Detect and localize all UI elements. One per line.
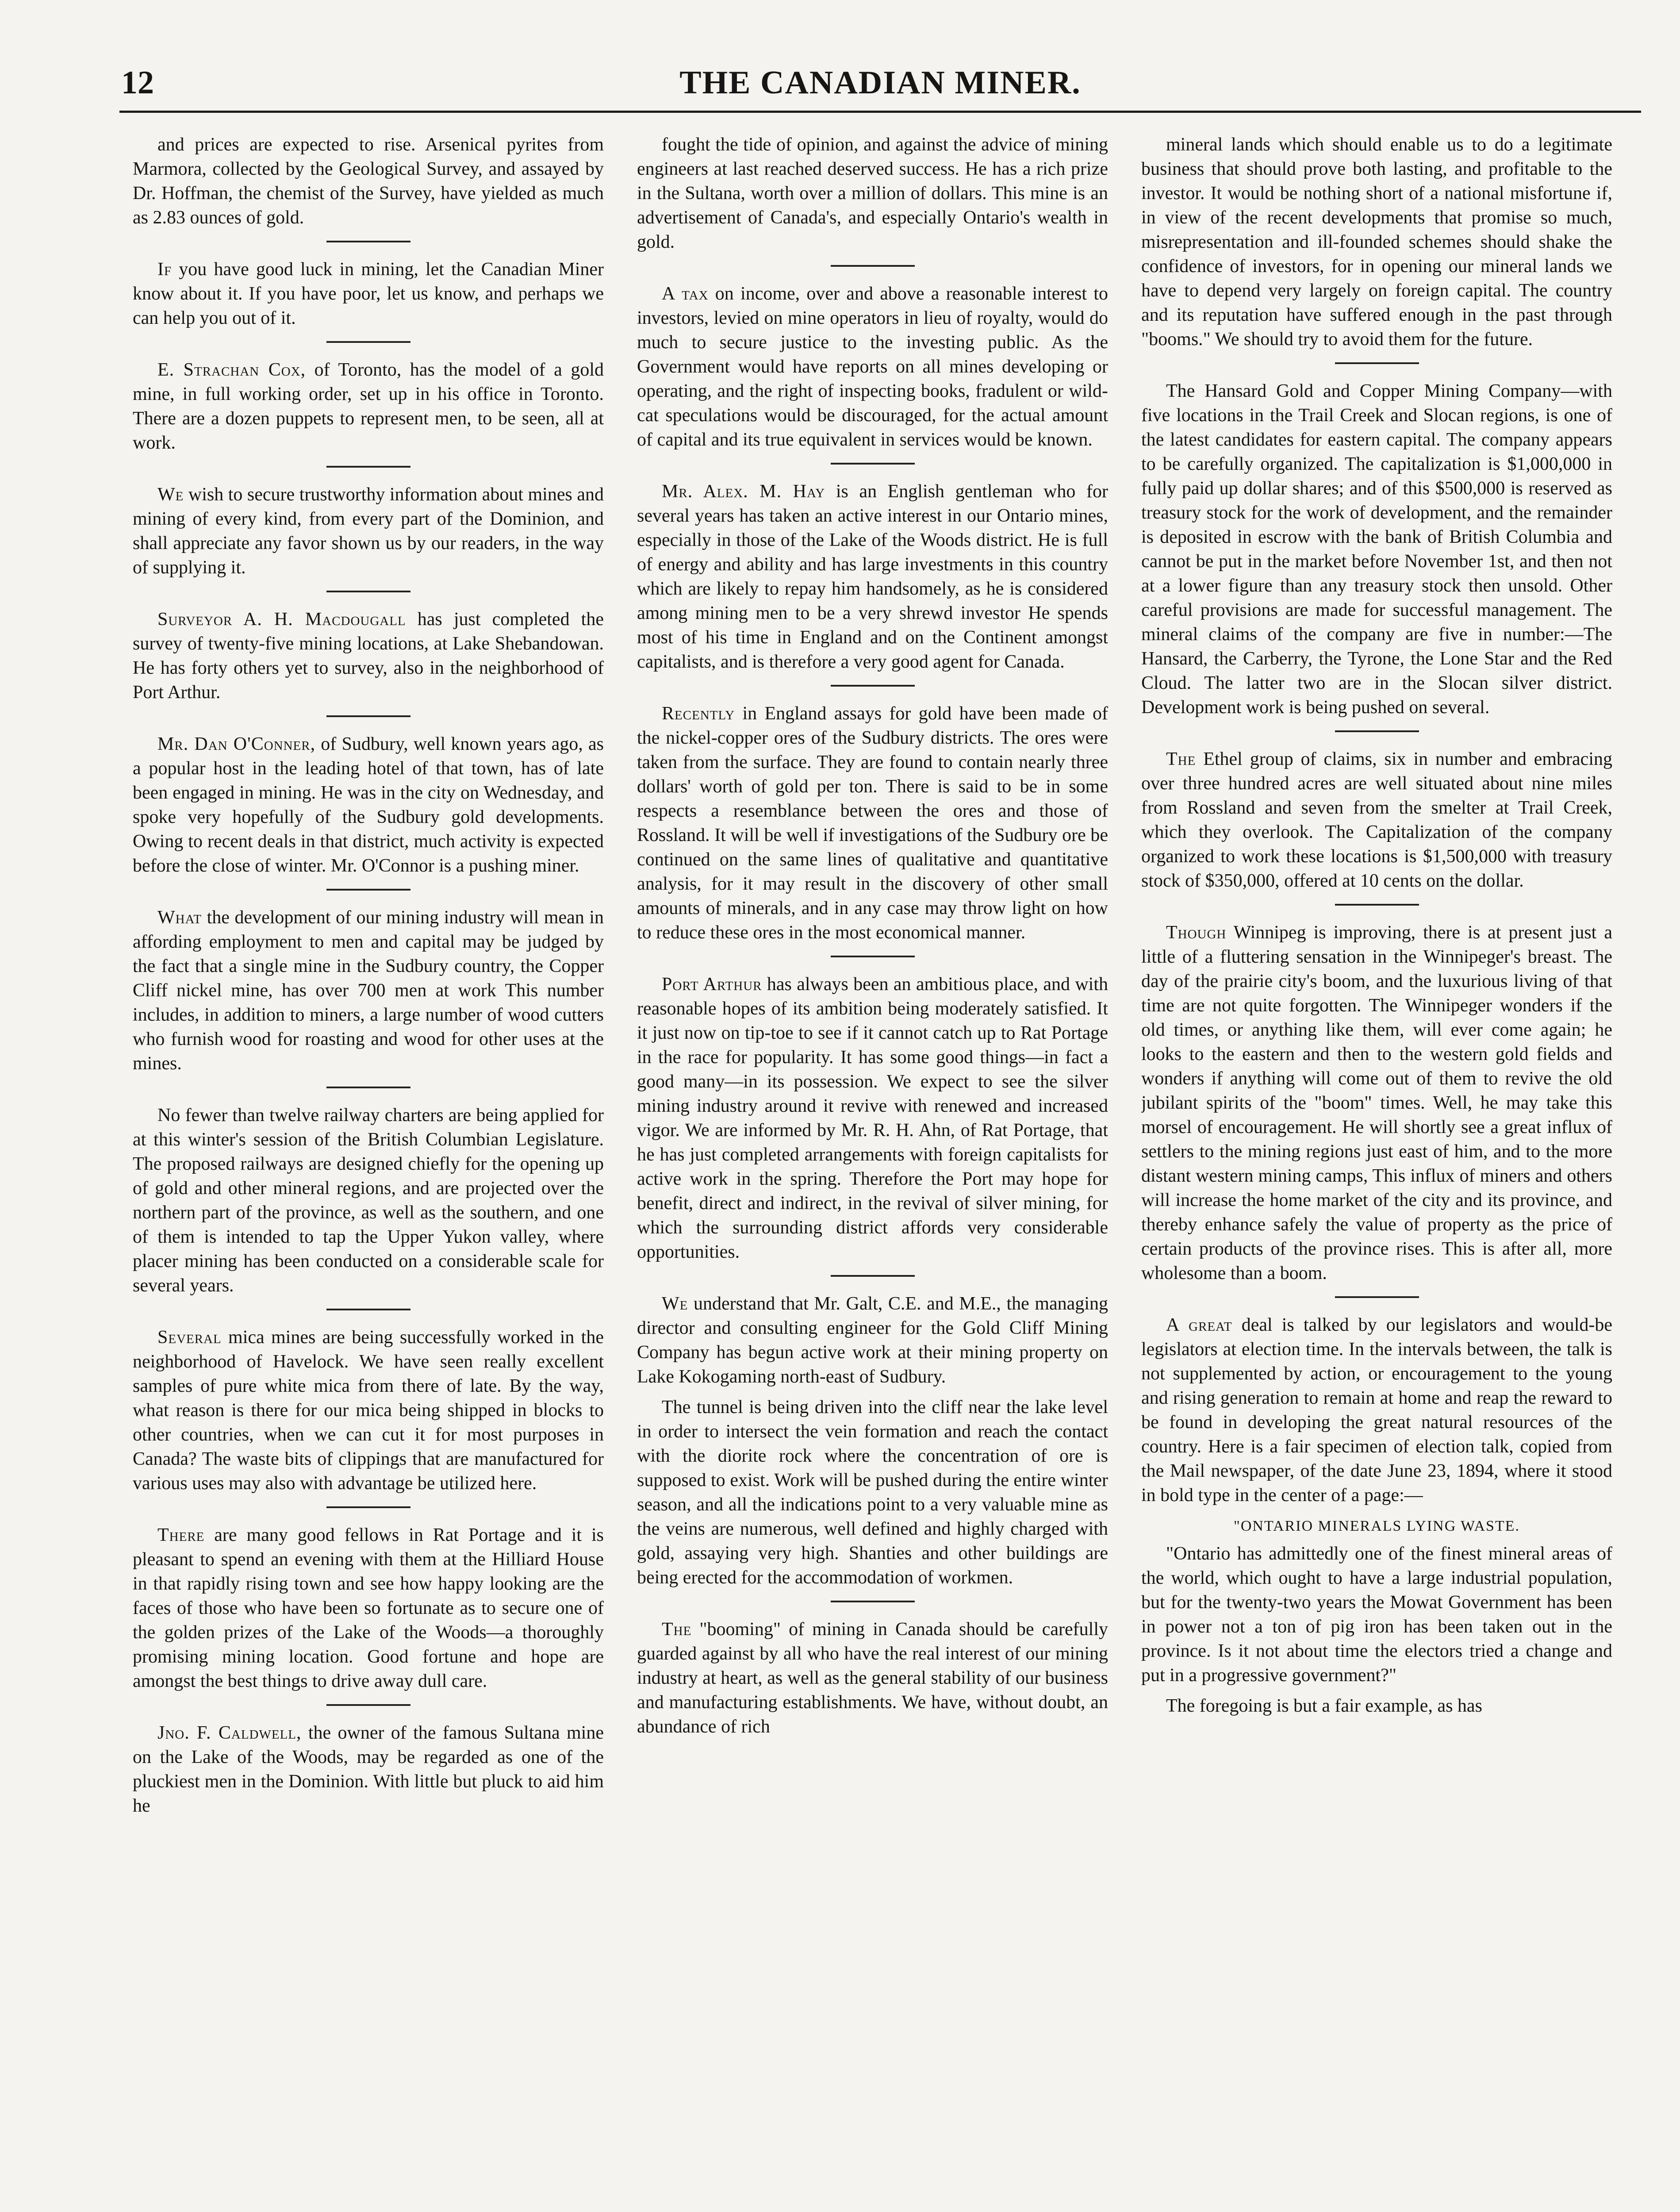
article-separator-rule	[326, 1087, 410, 1088]
column-1	[133, 133, 604, 2212]
paragraph-text: is an English gentleman who for several years has taken an active interest in our Ontario mines, especially in those of the Lake of the Woods district. He is full of energy and ability and has large investments in this country which are likely to repay him handsomely, as he is considered among mining men to be a very shrewd investor He spends most of his time in England and on the Continent amongst capitalists, and is therefore a very good agent for Canada.	[637, 481, 1108, 672]
article-paragraph	[133, 1721, 604, 1818]
article-separator-rule	[326, 715, 410, 717]
paragraph-lead-words: If	[157, 259, 172, 280]
paragraph-lead-words: A tax	[662, 284, 709, 304]
paragraph-text: wish to secure trustworthy information about mines and mining of every kind, from every part of the Dominion, and shall appreciate any favor shown us by our readers, in the way of supplying it.	[133, 484, 604, 578]
article-separator-rule	[831, 956, 915, 957]
article-separator-rule	[1335, 1296, 1419, 1298]
paragraph-text: "booming" of mining in Canada should be carefully guarded against by all who have the real interest of our mining industry at heart, as well as the general stability of our business and manufacturing establishments. We have, without doubt, an abundance of rich	[637, 1619, 1108, 1737]
paragraph-text: of Sudbury, well known years ago, as a popular host in the leading hotel of that town, has of late been engaged in mining. He was in the city on Wednesday, and spoke very hopefully of the Sudbury gold developments. Owing to recent deals in that district, much activity is expected before the close of winter. Mr. O'Connor is a pushing miner.	[133, 734, 604, 876]
article-paragraph	[637, 702, 1108, 945]
article-paragraph	[133, 1325, 604, 1496]
column-3	[1141, 133, 1612, 2212]
paragraph-lead-words: Mr. Dan O'Conner,	[157, 734, 316, 754]
paragraph-lead-words: We	[662, 1294, 688, 1314]
paragraph-lead-words: The	[662, 1619, 692, 1640]
article-separator-rule	[326, 341, 410, 343]
article-paragraph	[133, 1523, 604, 1694]
paragraph-lead-words: We	[157, 484, 184, 505]
article-paragraph	[133, 1103, 604, 1298]
article-paragraph	[1141, 921, 1612, 1286]
paragraph-text: No fewer than twelve railway charters are being applied for at this winter's session of the British Columbian Legislature. The proposed railways are designed chiefly for the opening up of gold and other mineral regions, and are projected over the northern part of the province, as well as the southern, and one of them is intended to tap the Upper Yukon valley, where placer mining has been conducted on a considerable scale for several years.	[133, 1105, 604, 1296]
paragraph-lead-words: The	[1166, 749, 1196, 769]
paragraph-lead-words: Surveyor A. H. Macdougall	[157, 609, 406, 630]
article-paragraph	[1141, 1542, 1612, 1688]
article-separator-rule	[1335, 362, 1419, 364]
article-paragraph	[637, 480, 1108, 674]
article-separator-rule	[326, 1309, 410, 1310]
paragraph-text: you have good luck in mining, let the Canadian Miner know about it. If you have poor, let us know, and perhaps we can help you out of it.	[133, 259, 604, 328]
paragraph-text: understand that Mr. Galt, C.E. and M.E., the managing director and consulting engineer for the Gold Cliff Mining Company has begun active work at their mining property on Lake Kokogaming north-east of Sudbury.	[637, 1294, 1108, 1387]
article-paragraph	[1141, 1694, 1612, 1718]
article-paragraph	[133, 358, 604, 455]
page-number: 12	[121, 65, 154, 101]
article-paragraph	[1141, 747, 1612, 893]
paragraph-lead-words: There	[157, 1525, 205, 1545]
paragraph-text: the development of our mining industry will mean in affording employment to men and capital may be judged by the fact that a single mine in the Sudbury country, the Copper Cliff nickel mine, has over 700 men at work This number includes, in addition to miners, a large number of wood cutters who furnish wood for roasting and wood for other uses at the mines.	[133, 907, 604, 1074]
paragraph-text: are many good fellows in Rat Portage and it is pleasant to spend an evening with them at the Hilliard House in that rapidly rising town and see how happy looking are the faces of those who have been so fortunate as to secure one of the golden prizes of the Lake of the Woods—a thoroughly promising mining location. Good fortune and hope are amongst the best things to drive away dull care.	[133, 1525, 604, 1691]
article-separator-rule	[326, 1704, 410, 1706]
paragraph-lead-words: What	[157, 907, 202, 928]
paragraph-lead-words: A great	[1166, 1315, 1232, 1335]
article-paragraph	[133, 607, 604, 705]
article-separator-rule	[326, 1506, 410, 1508]
article-separator-rule	[326, 591, 410, 592]
paragraph-text: in England assays for gold have been made of the nickel-copper ores of the Sudbury districts. The ores were taken from the surface. They are found to contain nearly three dollars' worth of gold per ton. There is said to be in some respects a resemblance between the ores and those of Rossland. It will be well if investigations of the Sudbury ore be continued on the same lines of qualitative and quantitative analysis, for it may result in the discovery of other small amounts of minerals, and in any case may throw light on how to reduce these ores in the most economical manner.	[637, 703, 1108, 943]
article-paragraph	[1141, 133, 1612, 352]
article-paragraph	[133, 133, 604, 230]
paragraph-text: of Toronto, has the model of a gold mine, in full working order, set up in his office in Toronto. There are a dozen puppets to represent men, to be seen, all at work.	[133, 360, 604, 453]
paragraph-lead-words: Recently	[662, 703, 735, 724]
column-2	[637, 133, 1108, 2212]
paragraph-lead-words: Mr. Alex. M. Hay	[662, 481, 825, 502]
article-paragraph	[1141, 379, 1612, 720]
paragraph-text: and prices are expected to rise. Arsenical pyrites from Marmora, collected by the Geological Survey, and assayed by Dr. Hoffman, the chemist of the Survey, have yielded as much as 2.83 ounces of gold.	[133, 134, 604, 228]
paragraph-text: has just completed the survey of twenty-five mining locations, at Lake Shebandowan. He has forty others yet to survey, also in the neighborhood of Port Arthur.	[133, 609, 604, 703]
article-paragraph	[637, 1395, 1108, 1590]
article-paragraph	[637, 1292, 1108, 1389]
paragraph-text: deal is talked by our legislators and would-be legislators at election time. In the intervals between, the talk is not supplemented by action, or encouragement to the young and rising generation to remain at home and reap the reward to be found in developing the great natural resources of the country. Here is a fair specimen of election talk, copied from the Mail newspaper, of the date June 23, 1894, where it stood in bold type in the center of a page:—	[1141, 1315, 1612, 1505]
paragraph-lead-words: Jno. F. Caldwell,	[157, 1723, 302, 1743]
article-separator-rule	[831, 463, 915, 465]
article-paragraph	[637, 972, 1108, 1264]
article-separator-rule	[326, 466, 410, 468]
article-separator-rule	[831, 1601, 915, 1602]
article-paragraph	[133, 906, 604, 1076]
paragraph-text: on income, over and above a reasonable interest to investors, levied on mine operators in lieu of royalty, would do much to secure justice to the investing public. As the Government would have reports on all mines developing or operating, and the right of inspecting books, fradulent or wild-cat speculations would be discouraged, for the actual amount of capital and its true equivalent in services would be known.	[637, 284, 1108, 450]
article-paragraph	[133, 257, 604, 330]
article-paragraph	[1141, 1313, 1612, 1508]
article-separator-rule	[1335, 730, 1419, 732]
paragraph-text: The foregoing is but a fair example, as has	[1166, 1696, 1482, 1716]
article-paragraph	[637, 1617, 1108, 1739]
paragraph-text: mica mines are being successfully worked in the neighborhood of Havelock. We have seen really excellent samples of pure white mica from there of late. By the way, what reason is there for our mica being shipped in blocks to other countries, when we can cut it for most purposes in Canada? The waste bits of clippings that are manufactured for various uses may also with advantage be utilized here.	[133, 1327, 604, 1494]
paragraph-lead-words: Though	[1166, 922, 1227, 943]
paragraph-text: The Hansard Gold and Copper Mining Company—with five locations in the Trail Creek and Slocan regions, is one of the latest candidates for eastern capital. The company appears to be carefully organized. The capitalization is $1,000,000 in fully paid up dollar shares; and of this $500,000 is reserved as treasury stock for the work of development, and the remainder is deposited in escrow with the bank of British Columbia and cannot be put in the market before November 1st, and then not at a lower figure than any treasury stock then unsold. Other careful provisions are made for successful management. The mineral claims of the company are five in number:—The Hansard, the Carberry, the Tyrone, the Lone Star and the Red Cloud. The latter two are in the Slocan silver district. Development work is being pushed on several.	[1141, 381, 1612, 718]
article-separator-rule	[831, 685, 915, 687]
article-paragraph	[637, 133, 1108, 254]
paragraph-text: "Ontario has admittedly one of the finest mineral areas of the world, which ought to have a large industrial population, but for the twenty-two years the Mowat Government has been in power not a ton of pig iron has been taken out in the province. Is it not about time the electors tried a change and put in a progressive government?"	[1141, 1544, 1612, 1686]
paragraph-lead-words: E. Strachan Cox,	[157, 360, 306, 380]
article-separator-rule	[326, 241, 410, 242]
paragraph-text: The tunnel is being driven into the cliff near the lake level in order to intersect the vein formation and reach the contact with the diorite rock where the concentration of ore is supposed to exist. Work will be pushed during the entire winter season, and all the indications point to a very valuable mine as the veins are numerous, well defined and highly charged with gold, assaying very high. Shanties and other buildings are being erected for the accommodation of workmen.	[637, 1397, 1108, 1588]
paragraph-lead-words: Several	[157, 1327, 222, 1348]
header-rule	[119, 111, 1641, 113]
paragraph-text: mineral lands which should enable us to do a legitimate business that should prove both lasting, and profitable to the investor. It would be nothing short of a national misfortune if, in view of the recent developments that promise so much, misrepresentation and ill-founded schemes should shake the confidence of investors, for in opening our mineral lands we have to depend very largely on foreign capital. The country and its reputation have suffered enough in the past through "booms." We should try to avoid them for the future.	[1141, 134, 1612, 349]
journal-title: THE CANADIAN MINER.	[679, 65, 1081, 101]
paragraph-text: the owner of the famous Sultana mine on the Lake of the Woods, may be regarded as one of the pluckiest men in the Dominion. With little but pluck to aid him he	[133, 1723, 604, 1816]
article-separator-rule	[1335, 904, 1419, 906]
quoted-headline: "ONTARIO MINERALS LYING WASTE.	[1234, 1518, 1520, 1534]
paragraph-text: Winnipeg is improving, there is at present just a little of a fluttering sensation in the Winnipeger's breast. The day of the prairie city's boom, and the luxurious living of that time are not quite forgotten. The Winnipeger wonders if the old times, or anything like them, will ever come again; he looks to the eastern and then to the western gold fields and wonders if anything will come out of them to revive the old jubilant spirits of the "boom" times. Well, he may take this morsel of encouragement. He will shortly see a great influx of settlers to the mining regions just east of him, and to the more distant western mining camps, This influx of miners and others will increase the home market of the city and its province, and thereby enhance safely the value of property as the price of certain products of the province rises. This is after all, more wholesome than a boom.	[1141, 922, 1612, 1283]
paragraph-text: Ethel group of claims, six in number and embracing over three hundred acres are well situated about nine miles from Rossland and seven from the smelter at Trail Creek, which they overlook. The Capitalization of the company organized to work these locations is $1,500,000 with treasury stock of $350,000, offered at 10 cents on the dollar.	[1141, 749, 1612, 891]
paragraph-text: fought the tide of opinion, and against the advice of mining engineers at last reached deserved success. He has a rich prize in the Sultana, worth over a million of dollars. This mine is an advertisement of Canada's, and especially Ontario's wealth in gold.	[637, 134, 1108, 252]
paragraph-lead-words: Port Arthur	[662, 974, 762, 995]
article-separator-rule	[831, 265, 915, 267]
article-paragraph	[133, 483, 604, 580]
paragraph-text: has always been an ambitious place, and with reasonable hopes of its ambition being moderately satisfied. It it just now on tip-toe to see if it cannot catch up to Rat Portage in the race for popularity. It has some good things—in fact a good many—in its possession. We expect to see the silver mining industry around it revive with renewed and increased vigor. We are informed by Mr. R. H. Ahn, of Rat Portage, that he has just completed arrangements with foreign capitalists for active work in the spring. Therefore the Port may hope for benefit, direct and indirect, in the revival of silver mining, for which the surrounding district affords very considerable opportunities.	[637, 974, 1108, 1262]
article-paragraph	[133, 732, 604, 878]
page-header	[119, 64, 1641, 113]
article-separator-rule	[831, 1275, 915, 1277]
article-separator-rule	[326, 889, 410, 891]
article-paragraph	[637, 282, 1108, 452]
